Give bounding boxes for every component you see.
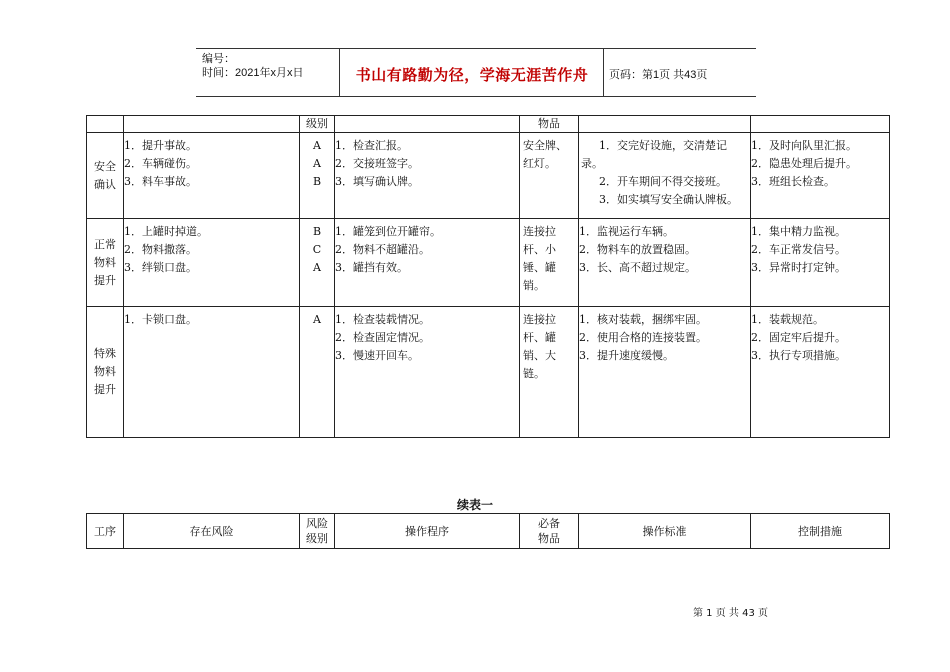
procedure-item: 2．交接班签字。	[335, 157, 419, 170]
control-item: 3．执行专项措施。	[751, 349, 846, 362]
control-item: 2．固定牢后提升。	[751, 331, 846, 344]
procedure-item: 1．检查汇报。	[335, 139, 408, 152]
header-cell-items: 物品	[520, 116, 579, 133]
items-cell	[520, 219, 579, 307]
risk-table	[86, 115, 890, 438]
table-row	[87, 133, 890, 219]
continuation-table	[86, 513, 890, 549]
standard-item: 2．开车期间不得交接班。	[599, 175, 727, 188]
header-page-label: 页码：第1页 共43页	[609, 69, 708, 81]
standard-cell	[579, 307, 751, 438]
header-divider-left	[339, 48, 340, 96]
risk-item: 1．提升事故。	[124, 139, 197, 152]
procedure-cell	[335, 133, 520, 219]
standard-item: 3．如实填写安全确认牌板。	[599, 193, 738, 206]
risk-cell	[124, 219, 300, 307]
control-item: 3．异常时打定钟。	[751, 261, 846, 274]
standard-item: 2．使用合格的连接装置。	[579, 331, 707, 344]
cont-header-procedure: 操作程序	[335, 514, 520, 549]
header-divider-right	[603, 48, 604, 96]
cont-header-level-line2: 级别	[306, 532, 328, 545]
control-item: 1．集中精力监视。	[751, 225, 846, 238]
continuation-header-row	[87, 514, 890, 549]
process-cell	[87, 219, 124, 307]
control-cell	[751, 307, 890, 438]
cont-header-risk: 存在风险	[124, 514, 300, 549]
risk-item: 3．绊锁口盘。	[124, 261, 197, 274]
risk-item: 2．物料撒落。	[124, 243, 197, 256]
control-cell	[751, 219, 890, 307]
risk-item: 2．车辆碰伤。	[124, 157, 197, 170]
document-time-label: 时间：2021年x月x日	[202, 67, 304, 79]
cont-header-items-line2: 物品	[538, 532, 560, 545]
header-top-rule	[196, 48, 756, 49]
control-item: 3．班组长检查。	[751, 175, 835, 188]
cont-header-level	[300, 514, 335, 549]
header-cell-risk	[124, 116, 300, 133]
standard-item: 2．物料车的放置稳固。	[579, 243, 696, 256]
level-cell	[300, 219, 335, 307]
risk-item: 1．上罐时掉道。	[124, 225, 208, 238]
standard-cell	[579, 219, 751, 307]
cont-header-level-line1: 风险	[306, 517, 328, 530]
procedure-item: 1．罐笼到位开罐帘。	[335, 225, 441, 238]
header-cell-control	[751, 116, 890, 133]
level-cell	[300, 307, 335, 438]
procedure-cell	[335, 307, 520, 438]
header-cell-level: 级别	[300, 116, 335, 133]
continuation-title: 续表一	[456, 498, 493, 512]
items-cell	[520, 307, 579, 438]
level-item: B	[312, 175, 322, 188]
procedure-item: 3．慢速开回车。	[335, 349, 419, 362]
cont-header-process: 工序	[87, 514, 124, 549]
cont-header-control: 控制措施	[751, 514, 890, 549]
level-item: C	[312, 243, 322, 256]
level-item: A	[313, 139, 321, 152]
standard-item: 1．核对装载，捆绑牢固。	[579, 313, 707, 326]
items-text: 安全牌、红灯。	[523, 139, 567, 170]
header-cell-standard	[579, 116, 751, 133]
risk-item: 3．料车事故。	[124, 175, 197, 188]
standard-item: 3．提升速度缓慢。	[579, 349, 674, 362]
header-meta	[202, 52, 303, 80]
process-cell	[87, 133, 124, 219]
control-item: 1．及时向队里汇报。	[751, 139, 857, 152]
procedure-item: 3．填写确认牌。	[335, 175, 419, 188]
process-label: 安全确认	[94, 159, 116, 191]
procedure-item: 2．物料不超罐沿。	[335, 243, 430, 256]
control-cell	[751, 133, 890, 219]
page-footer: 第 1 页 共 43 页	[693, 608, 768, 619]
standard-item: 3．长、高不超过规定。	[579, 261, 696, 274]
risk-cell	[124, 133, 300, 219]
level-item: B	[312, 225, 322, 238]
cont-header-items	[520, 514, 579, 549]
level-item: A	[313, 157, 321, 170]
risk-item: 1．卡锁口盘。	[124, 313, 197, 326]
level-item: A	[313, 313, 321, 326]
standard-item: 1．交完好设施，交清楚记录。	[581, 139, 727, 170]
cont-header-items-line1: 必备	[538, 517, 560, 530]
items-text: 连接拉杆、罐销、大链。	[523, 313, 556, 380]
process-label: 特殊物料提升	[94, 347, 116, 396]
control-item: 2．隐患处理后提升。	[751, 157, 857, 170]
cont-header-standard: 操作标准	[579, 514, 751, 549]
control-item: 1．装载规范。	[751, 313, 824, 326]
header-cell-process	[87, 116, 124, 133]
process-cell	[87, 307, 124, 438]
header-bottom-rule	[196, 96, 756, 97]
table-row	[87, 307, 890, 438]
document-number-label: 编号：	[202, 53, 235, 65]
header-motto: 书山有路勤为径，学海无涯苦作舟	[355, 67, 589, 84]
items-text: 连接拉杆、小锤、罐销。	[523, 225, 556, 292]
process-label: 正常物料提升	[94, 237, 116, 287]
procedure-item: 2．检查固定情况。	[335, 331, 430, 344]
level-item: A	[313, 261, 321, 274]
table-row	[87, 219, 890, 307]
items-cell	[520, 133, 579, 219]
standard-cell	[579, 133, 751, 219]
procedure-item: 1．检查装载情况。	[335, 313, 430, 326]
standard-item: 1．监视运行车辆。	[579, 225, 674, 238]
procedure-cell	[335, 219, 520, 307]
procedure-item: 3．罐挡有效。	[335, 261, 408, 274]
control-item: 2．车正常发信号。	[751, 243, 846, 256]
table-header-row	[87, 116, 890, 133]
level-cell	[300, 133, 335, 219]
risk-cell	[124, 307, 300, 438]
header-cell-procedure	[335, 116, 520, 133]
